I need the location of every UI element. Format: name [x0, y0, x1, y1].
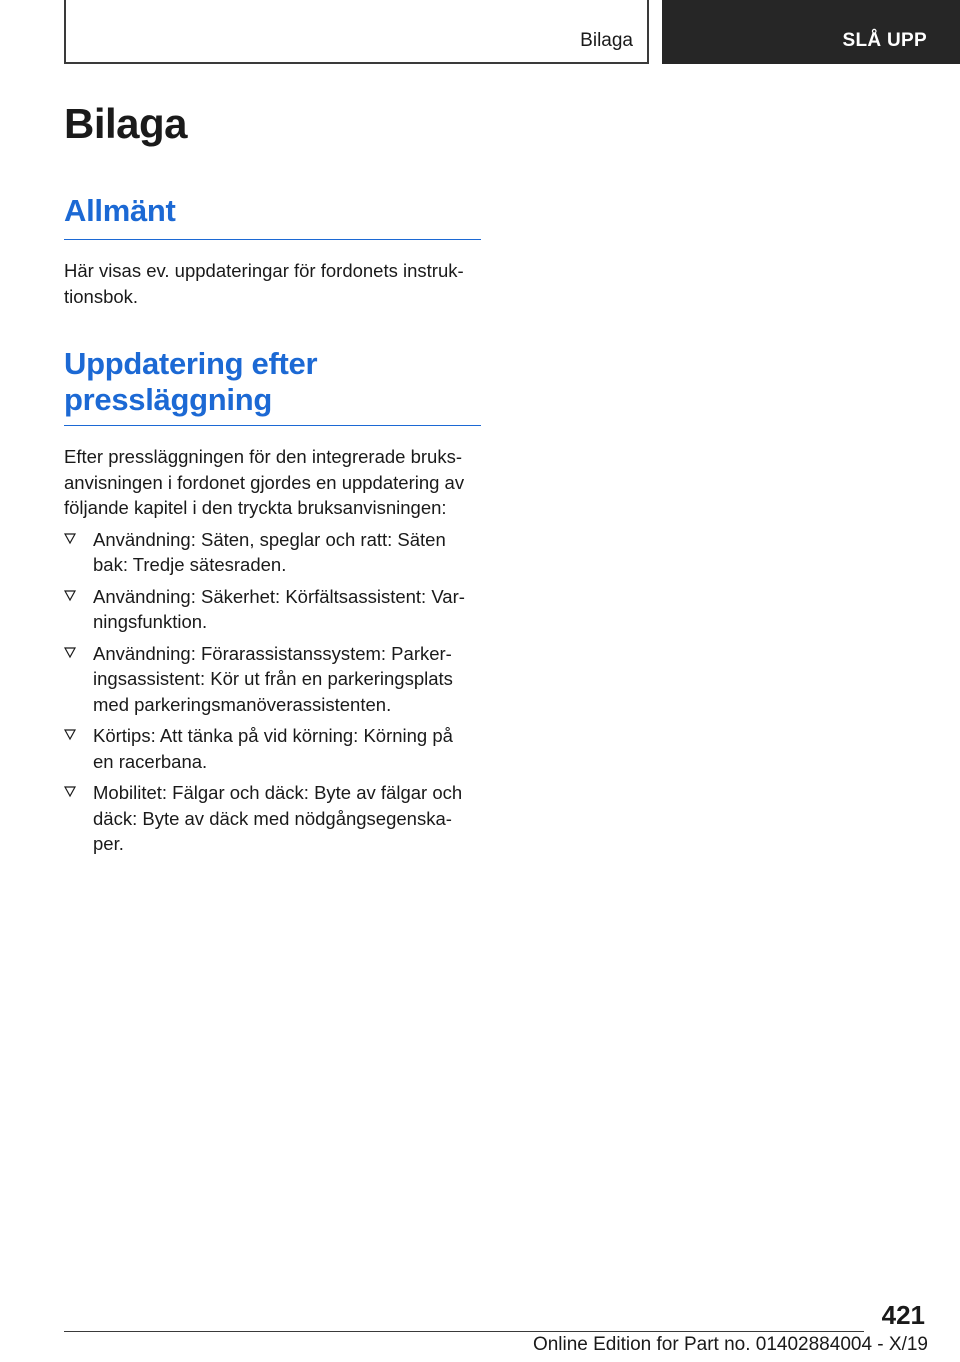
footer-edition: Online Edition for Part no. 01402884004 - X/19	[532, 1334, 928, 1355]
section-paragraph: Här visas ev. uppdateringar för fordonets instruk- tionsbok.	[64, 260, 464, 307]
list-item	[64, 780, 481, 857]
page-number: 421	[881, 1300, 925, 1330]
section-title-line: pressläggning	[64, 382, 272, 417]
chapter-list	[64, 527, 481, 857]
section-title	[64, 346, 481, 418]
lookup-tab-label: SLÅ UPP	[842, 30, 927, 51]
triangle-bullet-icon	[64, 590, 76, 602]
triangle-bullet-icon	[64, 786, 76, 798]
section-title: Allmänt	[64, 193, 176, 228]
footer-divider	[64, 1331, 864, 1332]
list-item-text: Körtips: Att tänka på vid körning: Körning på en racerbana.	[93, 725, 453, 772]
list-item	[64, 527, 481, 578]
section-paragraph: Efter pressläggningen för den integrerade bruks- anvisningen i fordonet gjordes en uppdatering av följande kapitel i den tryckta bruksanvisningen:	[64, 446, 465, 518]
list-item	[64, 723, 481, 774]
list-item-text: Användning: Säkerhet: Körfältsassistent: Var- ningsfunktion.	[93, 585, 465, 632]
section-update	[64, 346, 481, 863]
section-title-line: Uppdatering efter	[64, 346, 318, 381]
list-item-text: Användning: Förarassistanssystem: Parker- ingsassistent: Kör ut från en parkeringsplats med parkeringsmanöverassistenten.	[93, 642, 453, 715]
section-divider	[64, 239, 481, 240]
header-section-box	[64, 0, 649, 64]
list-item	[64, 584, 481, 635]
section-divider	[64, 425, 481, 426]
list-item	[64, 641, 481, 718]
header-section-label: Bilaga	[580, 30, 633, 51]
list-item-text: Mobilitet: Fälgar och däck: Byte av fälgar och däck: Byte av däck med nödgångsegenska- per.	[93, 782, 463, 854]
lookup-tab[interactable]	[662, 0, 960, 64]
page-title: Bilaga	[64, 100, 188, 147]
triangle-bullet-icon	[64, 729, 76, 741]
section-general	[64, 193, 481, 309]
list-item-text: Användning: Säten, speglar och ratt: Säten bak: Tredje sätesraden.	[93, 528, 446, 575]
triangle-bullet-icon	[64, 647, 76, 659]
triangle-bullet-icon	[64, 533, 76, 545]
